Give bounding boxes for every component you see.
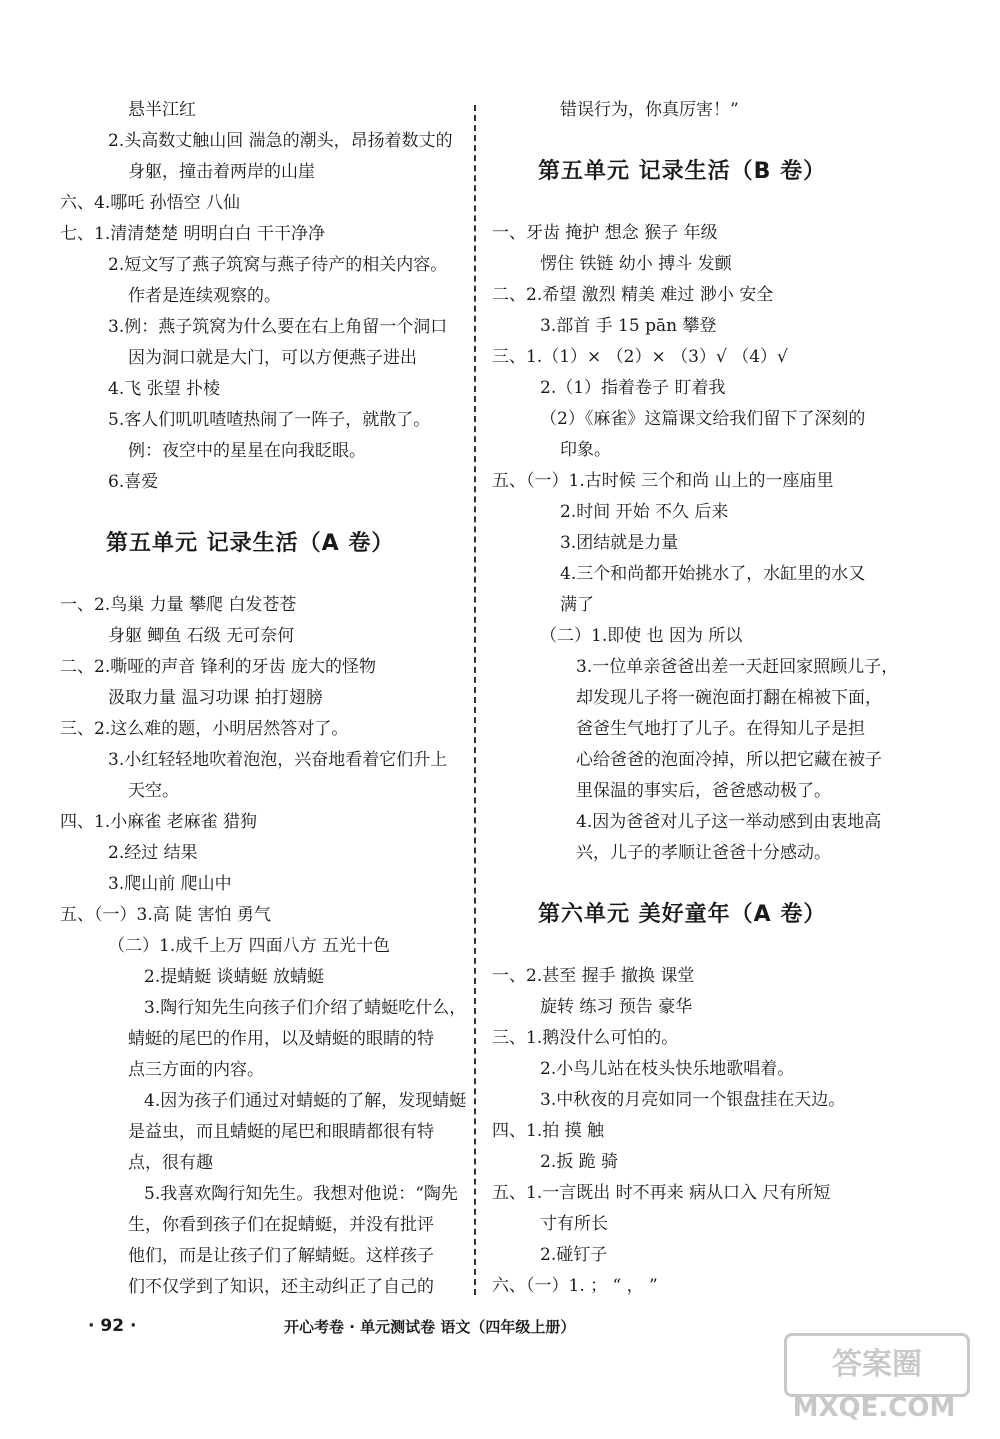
answer-line: 满了 [560,595,594,615]
answer-line: 旋转 练习 预告 豪华 [540,997,693,1017]
answer-line: 2.扳 跪 骑 [540,1152,619,1172]
section-heading: 第五单元 记录生活（A 卷） [106,531,395,556]
answer-line: 身躯，撞击着两岸的山崖 [128,162,315,182]
answer-line: 3.中秋夜的月亮如同一个银盘挂在天边。 [540,1090,846,1110]
answer-line: 却发现儿子将一碗泡面打翻在棉被下面， [576,688,882,708]
answer-line: 六、（一）1. ； “ ， ” [492,1276,658,1296]
answer-line: 例：夜空中的星星在向我眨眼。 [128,441,366,461]
answer-line: 五、1.一言既出 时不再来 病从口入 尺有所短 [492,1183,831,1203]
answer-line: 因为洞口就是大门，可以方便燕子进出 [128,348,417,368]
watermark-url: MXQE.COM [792,1393,956,1423]
answer-line: 3.团结就是力量 [560,533,679,553]
answer-line: 里保温的事实后，爸爸感动极了。 [576,781,831,801]
answer-line: 2.头高数丈触山回 湍急的潮头，昂扬着数丈的 [108,131,453,151]
answer-line: 五、（一）1.古时候 三个和尚 山上的一座庙里 [492,471,834,491]
book-title: 开心考卷 · 单元测试卷 语文（四年级上册） [284,1318,576,1336]
answer-line: 爸爸生气地打了儿子。在得知儿子是担 [576,719,865,739]
answer-line: 2.短文写了燕子筑窝与燕子待产的相关内容。 [108,255,448,275]
answer-line: 4.三个和尚都开始挑水了，水缸里的水又 [560,564,866,584]
answer-line: 3.爬山前 爬山中 [108,874,232,894]
answer-line: 点，很有趣 [128,1153,213,1173]
answer-line: 五、（一）3.高 陡 害怕 勇气 [60,905,271,925]
answer-line: 4.因为爸爸对儿子这一举动感到由衷地高 [576,812,882,832]
answer-line: 一、牙齿 掩护 想念 猴子 年级 [492,223,718,243]
answer-line: 三、1.（1）× （2）× （3）√ （4）√ [492,347,788,367]
answer-line: 愣住 铁链 幼小 搏斗 发颤 [540,254,732,274]
answer-line: 3.陶行知先生向孩子们介绍了蜻蜓吃什么， [144,998,467,1018]
answer-line: （二）1.即使 也 因为 所以 [540,626,743,646]
watermark-logo-text: 答案圈 [784,1333,970,1397]
answer-line: 四、1.拍 摸 触 [492,1121,605,1141]
answer-line: （二）1.成千上万 四面八方 五光十色 [108,936,391,956]
answer-line: 三、2.这么难的题，小明居然答对了。 [60,719,349,739]
answer-line: 6.喜爱 [108,472,159,492]
answer-line: 作者是连续观察的。 [128,286,281,306]
answer-line: 二、2.嘶哑的声音 锋利的牙齿 庞大的怪物 [60,657,377,677]
answer-line: 2.经过 结果 [108,843,198,863]
answer-line: 四、1.小麻雀 老麻雀 猎狗 [60,812,258,832]
answer-line: （2）《麻雀》这篇课文给我们留下了深刻的 [540,409,866,429]
answer-line: 身躯 鲫鱼 石级 无可奈何 [108,626,295,646]
answer-line: 寸有所长 [540,1214,608,1234]
answer-line: 4.飞 张望 扑棱 [108,379,221,399]
answer-line: 2.时间 开始 不久 后来 [560,502,729,522]
page-number: · 92 · [88,1316,137,1336]
answer-line: 是益虫，而且蜻蜓的尾巴和眼睛都很有特 [128,1122,434,1142]
right-column [492,95,902,1302]
answer-line: 六、4.哪吒 孙悟空 八仙 [60,193,241,213]
answer-line: 点三方面的内容。 [128,1060,264,1080]
answer-line: 二、2.希望 激烈 精美 难过 渺小 安全 [492,285,774,305]
answer-line: 心给爸爸的泡面冷掉，所以把它藏在被子 [576,750,882,770]
answer-line: 一、2.鸟巢 力量 攀爬 白发苍苍 [60,595,297,615]
watermark-logo [784,1333,964,1423]
answer-line: 蜻蜓的尾巴的作用，以及蜻蜓的眼睛的特 [128,1029,434,1049]
left-column [60,95,470,1303]
answer-line: 2.碰钉子 [540,1245,608,1265]
answer-line: 兴，儿子的孝顺让爸爸十分感动。 [576,843,831,863]
answer-line: 3.部首 手 15 pān 攀登 [540,316,717,336]
answer-line: 七、1.清清楚楚 明明白白 干干净净 [60,224,326,244]
answer-line: 一、2.甚至 握手 撤换 课堂 [492,966,695,986]
answer-line: 三、1.鹅没什么可怕的。 [492,1028,679,1048]
column-divider [474,105,476,1295]
answer-line: 3.小红轻轻地吹着泡泡，兴奋地看着它们升上 [108,750,448,770]
answer-line: 天空。 [128,781,179,801]
answer-line: 2.小鸟儿站在枝头快乐地歌唱着。 [540,1059,795,1079]
answer-line: 3.例：燕子筑窝为什么要在右上角留一个洞口 [108,317,448,337]
section-heading: 第六单元 美好童年（A 卷） [538,902,827,927]
answer-line: 生，你看到孩子们在捉蜻蜓，并没有批评 [128,1215,434,1235]
answer-line: 5.我喜欢陶行知先生。我想对他说：“陶先 [144,1184,458,1204]
answer-line: 们不仅学到了知识，还主动纠正了自己的 [128,1277,434,1297]
answer-line: 印象。 [560,440,611,460]
answer-line: 2.提蜻蜓 谈蜻蜓 放蜻蜓 [144,967,325,987]
answer-line: 2.（1）指着卷子 盯着我 [540,378,726,398]
section-heading: 第五单元 记录生活（B 卷） [538,159,827,184]
answer-line: 4.因为孩子们通过对蜻蜓的了解，发现蜻蜓 [144,1091,467,1111]
answer-line: 3.一位单亲爸爸出差一天赶回家照顾儿子， [576,657,899,677]
answer-line: 5.客人们叽叽喳喳热闹了一阵子，就散了。 [108,410,431,430]
answer-line: 他们，而是让孩子们了解蜻蜓。这样孩子 [128,1246,434,1266]
answer-line: 汲取力量 温习功课 拍打翅膀 [108,688,323,708]
answer-line: 错误行为，你真厉害！” [560,100,739,120]
answer-line: 悬半江红 [128,100,196,120]
